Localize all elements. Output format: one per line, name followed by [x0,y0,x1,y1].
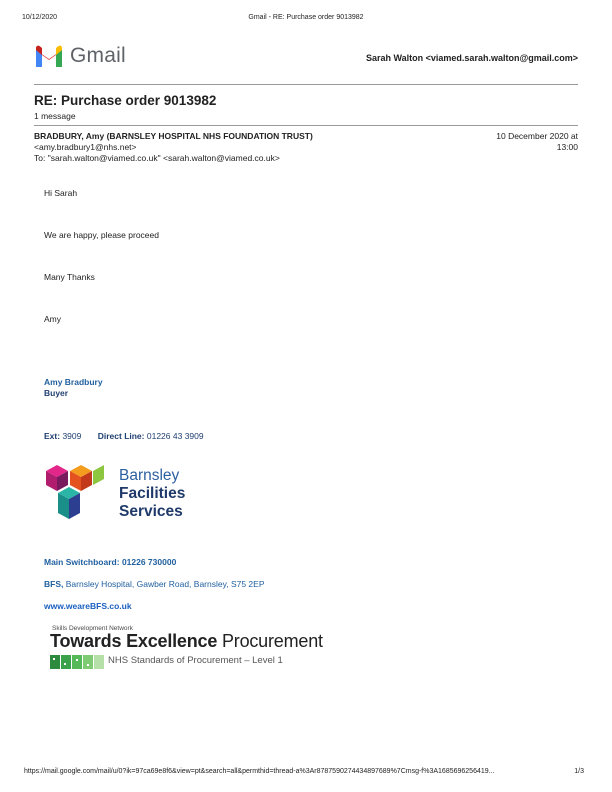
sender-name: BRADBURY, Amy (BARNSLEY HOSPITAL NHS FOUNDATION TRUST) [34,131,313,141]
recipient-line: To: "sarah.walton@viamed.co.uk" <sarah.walton@viamed.co.uk> [34,153,280,163]
body-greeting: Hi Sarah [44,188,78,198]
thread-subject: RE: Purchase order 9013982 [34,93,217,108]
signature-phone-line [44,431,204,441]
bfs-wordmark [119,467,185,521]
signature-role: Buyer [44,388,69,398]
bfs-label: BFS, [44,579,64,589]
message-date-line1: 10 December 2020 at [496,131,578,141]
gmail-wordmark: Gmail [70,44,126,67]
switchboard-label: Main Switchboard: [44,557,120,567]
switchboard-line [44,557,176,567]
excellence-tagline: NHS Standards of Procurement – Level 1 [108,655,283,666]
direct-line-label: Direct Line: [97,431,145,441]
body-closing: Many Thanks [44,272,95,282]
switchboard-value: 01226 730000 [121,557,177,567]
excellence-title [50,631,323,652]
page-number: 1/3 [574,768,584,775]
account-label: Sarah Walton <viamed.sarah.walton@gmail.com> [365,53,578,63]
bfs-word-1: Barnsley [119,467,180,484]
excellence-title-light: Procurement [221,631,323,651]
ext-value: 3909 [62,431,82,441]
bfs-word-3: Services [119,503,183,520]
gmail-logo[interactable] [34,44,126,68]
message-count: 1 message [34,111,76,121]
address-value: Barnsley Hospital, Gawber Road, Barnsley, S75 2EP [65,579,265,589]
excellence-title-bold: Towards Excellence [50,631,218,651]
bfs-logo [44,462,204,524]
print-date: 10/12/2020 [22,14,58,21]
direct-line-value: 01226 43 3909 [146,431,204,441]
divider-top [34,84,578,85]
print-title: Gmail - RE: Purchase order 9013982 [248,14,364,21]
sender-email[interactable]: <amy.bradbury1@nhs.net> [34,142,137,152]
bfs-logo-icon [44,462,104,522]
gmail-icon [34,45,64,67]
footer-url: https://mail.google.com/mail/u/0?ik=97ca69e8f6&view=pt&search=all&permthid=thread-a%3Ar8787590274434897689%7Cmsg-f%3A1685696256419... [24,768,495,775]
body-line: We are happy, please proceed [44,230,159,240]
excellence-level-icon [50,655,104,674]
body-name: Amy [44,314,61,324]
excellence-small-text: Skills Development Network [52,625,133,632]
ext-label: Ext: [44,431,61,441]
signature-name: Amy Bradbury [44,377,103,387]
print-header [0,14,612,26]
message-date-line2: 13:00 [556,142,578,152]
divider-message [34,125,578,126]
message-date [496,131,578,153]
address-line [44,579,265,589]
website-link[interactable]: www.weareBFS.co.uk [44,601,132,611]
bfs-word-2: Facilities [119,485,186,502]
